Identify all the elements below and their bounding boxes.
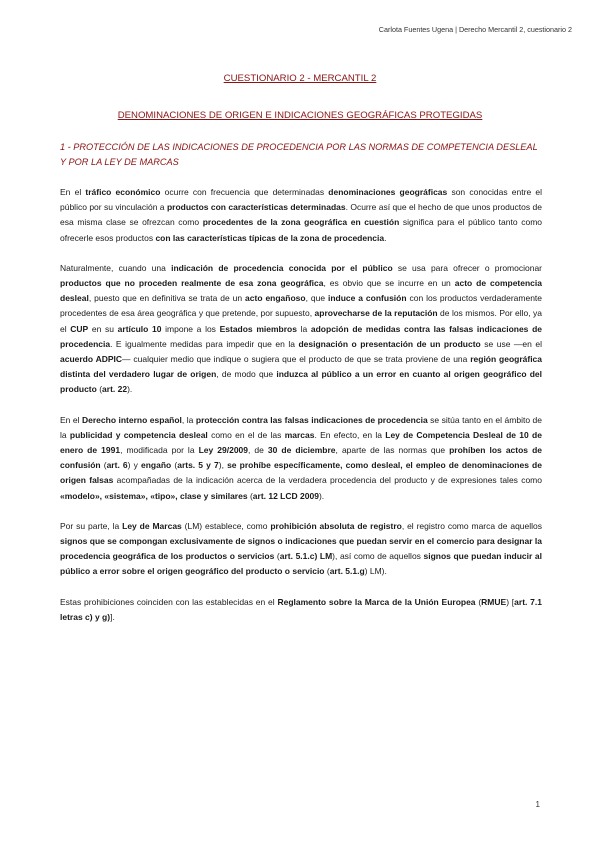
paragraph (60, 185, 542, 246)
text-run: ( (96, 384, 103, 395)
bold-text-run: art. 7.1 letras c) y g) (60, 596, 543, 622)
bold-text-run: designación o presentación de un producto (298, 338, 481, 349)
paragraph (60, 413, 542, 504)
text-run: Estas prohibiciones coinciden con las establecidas en el (60, 596, 278, 607)
paragraph (60, 261, 542, 398)
text-run: ( (247, 490, 253, 501)
bold-text-run: «modelo», «sistema», «tipo», clase y similares (60, 490, 248, 501)
text-run: ). (318, 490, 325, 501)
bold-text-run: región geográfica distinta del verdadero lugar de origen (60, 354, 543, 380)
bold-text-run: productos que no proceden realmente de esa zona geográfica (60, 278, 324, 289)
bold-text-run: productos con características determinadas (166, 202, 346, 213)
section-heading: 1 - PROTECCIÓN DE LAS INDICACIONES DE PROCEDENCIA POR LAS NORMAS DE COMPETENCIA DESLEAL Y POR LA LEY DE MARCAS (60, 142, 538, 167)
document-subtitle: DENOMINACIONES DE ORIGEN E INDICACIONES GEOGRÁFICAS PROTEGIDAS (117, 110, 483, 121)
text-run: . (384, 232, 387, 243)
text-run: , es obvio que se incurre en un (323, 278, 455, 289)
bold-text-run: denominaciones geográficas (328, 187, 448, 197)
bold-text-run: art. 6 (106, 460, 128, 471)
text-run: Naturalmente, cuando una (60, 262, 172, 273)
bold-text-run: art. 12 LCD 2009 (252, 490, 319, 501)
text-run: significa para el público tanto como ofrecerle esos productos (60, 217, 542, 243)
text-run: ocurre con frecuencia que determinadas (160, 187, 329, 197)
bold-text-run: marcas (284, 429, 315, 440)
text-run: , la (181, 414, 196, 425)
text-run: la (296, 323, 311, 334)
text-run: son conocidas entre el público por su vinculación a (60, 187, 542, 213)
document-title: CUESTIONARIO 2 - MERCANTIL 2 (223, 73, 377, 84)
bold-text-run: Ley de Marcas (122, 520, 182, 531)
text-run: ( (324, 566, 330, 577)
text-run: se use —en el (480, 338, 542, 349)
text-run: ) y (127, 460, 142, 471)
text-run: . Ocurre así que el hecho de que unos productos de esa misma clase se ofrezcan como (60, 202, 542, 228)
page-number: 1 (535, 800, 540, 809)
bold-text-run: 30 de diciembre (267, 445, 336, 456)
text-run: ) [ (506, 596, 515, 607)
bold-text-run: aprovecharse de la reputación (314, 308, 438, 319)
bold-text-run: arts. 5 y 7 (177, 460, 219, 471)
bold-text-run: Estados miembros (219, 323, 297, 334)
text-run: — cualquier medio que indique o sugiera que el producto de que se trata proviene de una (122, 354, 471, 365)
bold-text-run: induce a confusión (327, 293, 407, 304)
text-run: , de modo que (216, 369, 277, 380)
text-run: ( (274, 551, 280, 562)
bold-text-run: indicación de procedencia conocida por el público (171, 262, 393, 273)
text-run: ), así como de aquellos (332, 551, 424, 562)
text-run: , aparte de las normas que (335, 445, 450, 456)
bold-text-run: signos que puedan inducir al público a error sobre el origen geográfico del producto o servicio (60, 551, 542, 577)
bold-text-run: RMUE (481, 596, 507, 607)
text-run: , de (248, 445, 268, 456)
bold-text-run: Derecho interno español (82, 414, 182, 425)
text-run: , que (305, 293, 328, 304)
bold-text-run: acto engañoso (245, 293, 306, 304)
text-run: (LM) establece, como (181, 520, 271, 531)
running-header: Carlota Fuentes Ugena | Derecho Mercantil 2, cuestionario 2 (378, 25, 572, 34)
text-run: En el (60, 187, 86, 197)
bold-text-run: procedentes de la zona geográfica en cuestión (202, 217, 400, 228)
text-run: , modificada por la (120, 445, 199, 456)
bold-text-run: Reglamento sobre la Marca de la Unión Europea (277, 596, 476, 607)
text-run: ( (100, 460, 107, 471)
bold-text-run: se prohíbe específicamente, como desleal, el empleo de denominaciones de origen falsas (60, 460, 542, 486)
text-run: impone a los (161, 323, 220, 334)
bold-text-run: art. 5.1.c) LM (279, 551, 333, 562)
text-run: ]. (110, 611, 115, 622)
text-run: ). (127, 384, 133, 395)
bold-text-run: CUP (70, 323, 89, 334)
text-run: Por su parte, la (60, 520, 123, 531)
text-run: En el (60, 414, 82, 425)
bold-text-run: induzca al público a un error en cuanto al origen geográfico del producto (60, 369, 542, 395)
text-run: , el registro como marca de aquellos (401, 520, 543, 531)
text-run: acompañadas de la indicación acerca de la verdadera procedencia del producto y de expresiones tales como (113, 475, 542, 486)
text-run: ), (218, 460, 228, 471)
bold-text-run: acuerdo ADPIC (60, 354, 123, 365)
text-run: . E igualmente medidas para impedir que en la (110, 338, 299, 349)
text-run: . En efecto, en la (314, 429, 386, 440)
text-run: de los mismos. Por ello, ya el (60, 308, 542, 334)
bold-text-run: prohíben los actos de confusión (60, 445, 542, 471)
paragraph (60, 595, 542, 625)
bold-text-run: protección contra las falsas indicaciones de procedencia (195, 414, 428, 425)
bold-text-run: art. 22 (102, 384, 128, 395)
bold-text-run: publicidad y competencia desleal (69, 429, 208, 440)
text-run: con los productos verdaderamente procedentes de esa área geográfica y que pretende, por supuesto, (60, 293, 543, 319)
bold-text-run: signos que se compongan exclusivamente de signos o indicaciones que puedan servir en el comercio para designar la procedencia geográfica de los productos o servicios (60, 536, 542, 562)
text-run: se sitúa tanto en el ámbito de la (60, 414, 542, 440)
bold-text-run: Ley 29/2009 (198, 445, 249, 456)
bold-text-run: tráfico económico (85, 187, 161, 197)
text-run: ) LM). (364, 566, 387, 577)
text-run: ( (171, 460, 178, 471)
text-run: , puesto que en definitiva se trata de un (88, 293, 246, 304)
text-run: como en el de las (207, 429, 285, 440)
body-text (60, 185, 542, 640)
paragraph (60, 519, 542, 580)
bold-text-run: Ley de Competencia Desleal de 10 de enero de 1991 (60, 429, 542, 456)
bold-text-run: artículo 10 (117, 323, 162, 334)
bold-text-run: adopción de medidas contra las falsas indicaciones de procedencia (60, 323, 542, 349)
bold-text-run: art. 5.1.g (329, 566, 365, 577)
bold-text-run: prohibición absoluta de registro (270, 520, 402, 531)
text-run: se usa para ofrecer o promocionar (392, 262, 543, 273)
bold-text-run: acto de competencia desleal (60, 278, 542, 304)
text-run: en su (88, 323, 118, 334)
bold-text-run: engaño (141, 460, 172, 471)
text-run: ( (475, 596, 482, 607)
bold-text-run: con las características típicas de la zona de procedencia (155, 232, 385, 243)
